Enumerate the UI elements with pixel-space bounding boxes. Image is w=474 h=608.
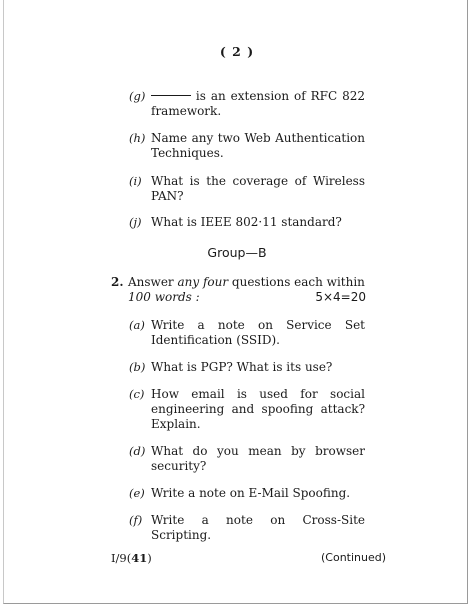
question-label: (g)	[129, 89, 146, 103]
paper-code: I/9(41)	[111, 551, 152, 565]
page-number: ( 2 )	[219, 44, 255, 59]
question-text: What do you mean by browser security?	[151, 444, 365, 473]
question-text: Write a note on E-Mail Spoofing.	[151, 486, 351, 500]
question-label: (d)	[129, 444, 146, 458]
question-label: (b)	[129, 360, 146, 374]
question-label: (c)	[129, 387, 145, 401]
word-limit: 100 words :	[128, 290, 200, 304]
question-instruction: Answer any four questions each within	[128, 275, 365, 289]
group-b-heading: Group—B	[207, 245, 267, 260]
question-label: (h)	[129, 131, 146, 145]
question-text: What is the coverage of Wireless PAN?	[151, 174, 365, 203]
marks: 5×4=20	[315, 290, 366, 304]
question-text: What is PGP? What is its use?	[151, 360, 333, 374]
question-label: (e)	[129, 486, 145, 500]
question-text: Name any two Web Authentication Techniques.	[151, 131, 365, 160]
question-label: (f)	[129, 513, 143, 527]
question-label: (a)	[129, 318, 145, 332]
question-text: How email is used for social engineering and spoofing attack? Explain.	[151, 387, 365, 431]
question-text: What is IEEE 802·11 standard?	[151, 215, 342, 229]
question-label: (j)	[129, 215, 142, 229]
question-text: Write a note on Service Set Identification (SSID).	[151, 318, 365, 347]
continued-note: (Continued)	[321, 551, 387, 564]
question-word-limit	[128, 290, 366, 305]
fill-in-blank	[151, 95, 191, 96]
question-text: Write a note on Cross-Site Scripting.	[151, 513, 365, 542]
question-text: is an extension of RFC 822 framework.	[151, 89, 365, 118]
question-number: 2.	[111, 275, 124, 289]
question-label: (i)	[129, 174, 142, 188]
